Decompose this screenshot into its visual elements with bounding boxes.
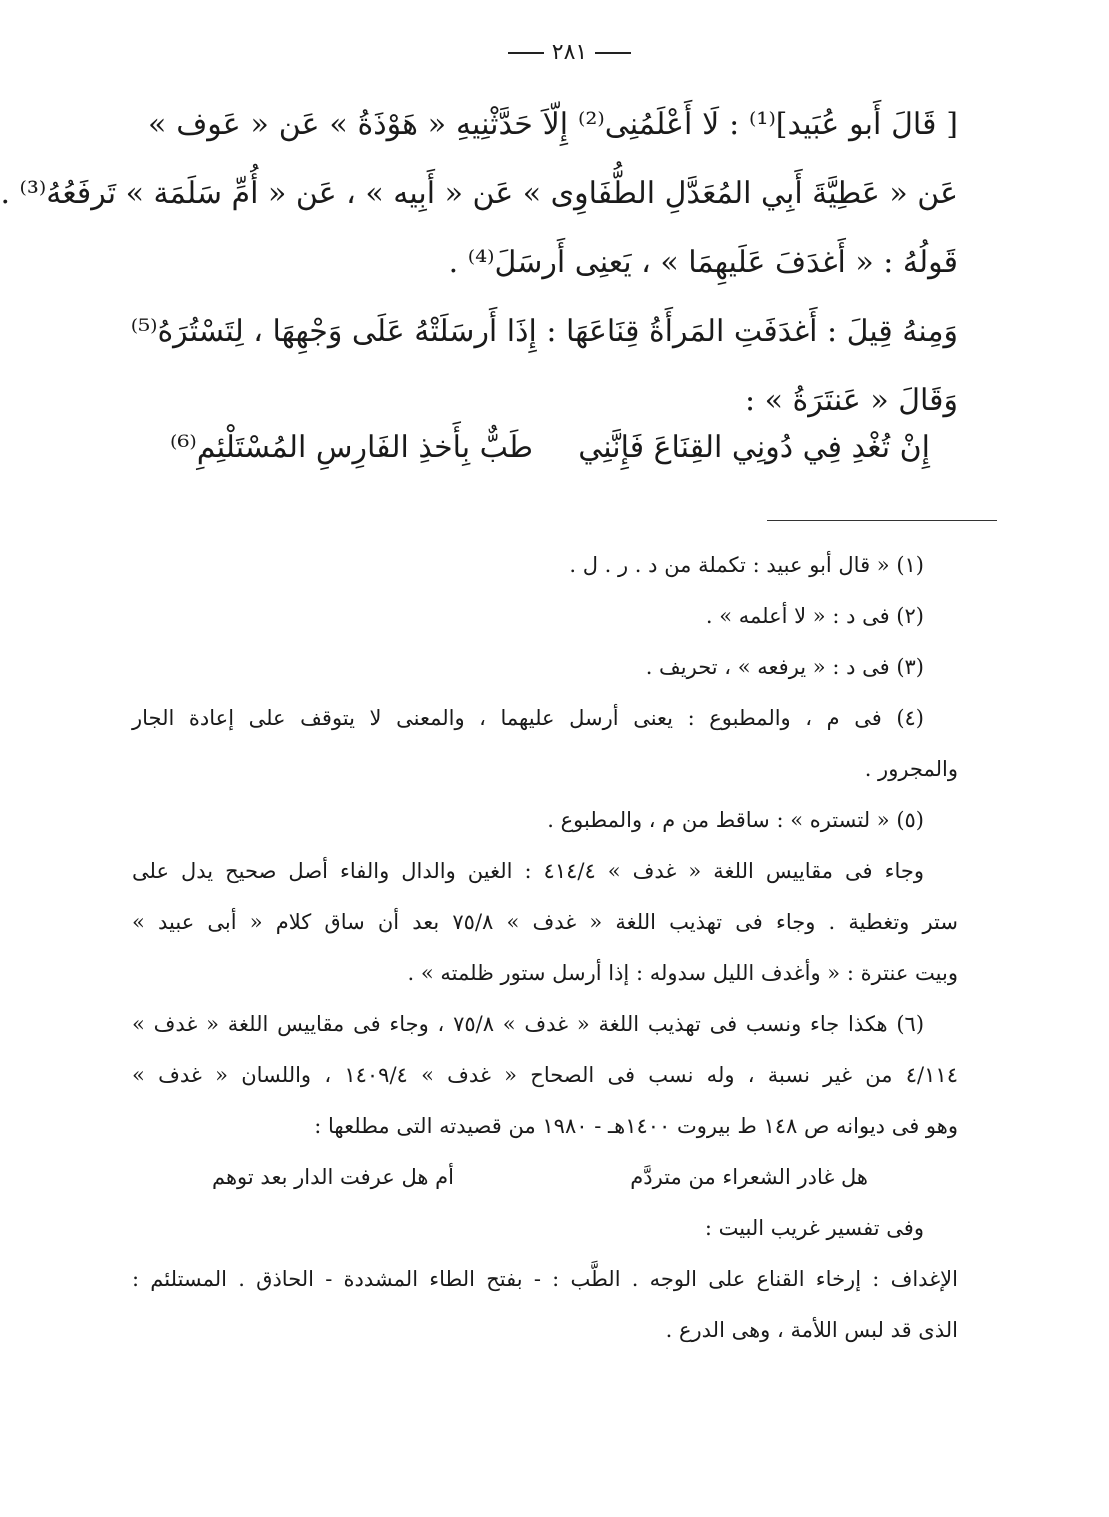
gharib-line-2: الذى قد لبس اللأمة ، وهى الدرع . bbox=[665, 1318, 958, 1342]
main-line-2: عَن « عَطِيَّةَ أَبِي المُعَدَّلِ الطُّفَاوِى » عَن « أَبِيه » ، عَن « أُمِّ سَلَمَة » تَرفَعُهُ⁽³⁾ . bbox=[0, 176, 958, 211]
footnote-4-line-2: والمجرور . bbox=[864, 757, 958, 781]
footnote-4-line-1: (٤) فى م ، والمطبوع : يعنى أرسل عليهما ، والمعنى لا يتوقف على إعادة الجار bbox=[132, 706, 924, 730]
main-line-1: [ قَالَ أَبو عُبَيد]⁽¹⁾ : لَا أَعْلَمُنِى⁽²⁾ إِلّاَ حَدَّثْنِيهِ « هَوْذَةُ » عَن « عَوف » bbox=[148, 107, 958, 142]
main-line-3: قَولُهُ : « أَغدَفَ عَلَيهِمَا » ، يَعنِى أَرسَلَ⁽⁴⁾ . bbox=[448, 245, 958, 280]
verse-second-hemistich: طَبٌّ بِأَخذِ الفَارِسِ المُسْتَلْئِمِ⁽⁶⁾ bbox=[170, 430, 533, 465]
main-text bbox=[0, 90, 958, 435]
footnote-6-line-1: (٦) هكذا جاء ونسب فى تهذيب اللغة « غدف » ٧٥/٨ ، وجاء فى مقاييس اللغة « غدف » bbox=[132, 1012, 925, 1036]
gharib-line-1: الإغداف : إرخاء القناع على الوجه . الطَّب : - بفتح الطاء المشددة - الحاذق . المستلئم : bbox=[132, 1267, 958, 1291]
footnote-paragraph-line-1: وجاء فى مقاييس اللغة « غدف » ٤١٤/٤ : الغين والدال والفاء أصل صحيح يدل على bbox=[132, 859, 925, 883]
gharib-heading: وفى تفسير غريب البيت : bbox=[704, 1216, 924, 1240]
footnote-separator bbox=[767, 520, 997, 521]
poetry-verse bbox=[170, 430, 930, 490]
quoted-verse bbox=[132, 1152, 958, 1203]
footnote-5: (٥) « لتستره » : ساقط من م ، والمطبوع . bbox=[547, 808, 924, 832]
page-number-dash-right bbox=[595, 52, 631, 54]
footnote-1: (١) « قال أبو عبيد : تكملة من د . ر . ل . bbox=[569, 553, 924, 577]
page-number-text: ٢٨١ bbox=[551, 40, 588, 65]
footnote-6-line-3: وهو فى ديوانه ص ١٤٨ ط بيروت ١٤٠٠هـ - ١٩٨٠ من قصيدته التى مطلعها : bbox=[314, 1114, 958, 1138]
footnote-paragraph-line-3: وبيت عنترة : « وأغدف الليل سدوله : إذا أرسل ستور ظلمته » . bbox=[407, 961, 958, 985]
page-number-dash-left bbox=[508, 52, 544, 54]
verse-first-hemistich: إِنْ تُغْدِ فِي دُونِي القِنَاعَ فَإِنَّنِي bbox=[578, 430, 930, 465]
main-line-4: وَمِنهُ قِيلَ : أَغدَفَتِ المَرأَةُ قِنَاعَهَا : إِذَا أَرسَلَتْهُ عَلَى وَجْهِهَا ، لِتَسْتُرَهُ⁽⁵⁾ bbox=[130, 314, 958, 349]
footnote-paragraph-line-2: ستر وتغطية . وجاء فى تهذيب اللغة « غدف » ٧٥/٨ بعد أن ساق كلام « أبى عبيد » bbox=[132, 910, 958, 934]
footnote-2: (٢) فى د : « لا أعلمه » . bbox=[705, 604, 924, 628]
page-number bbox=[30, 40, 1109, 65]
footnotes bbox=[132, 540, 958, 1356]
quoted-verse-second: أم هل عرفت الدار بعد توهم bbox=[212, 1165, 454, 1189]
footnote-6-line-2: ٤/١١٤ من غير نسبة ، وله نسب فى الصحاح « غدف » ١٤٠٩/٤ ، واللسان « غدف » bbox=[132, 1063, 958, 1087]
footnote-3: (٣) فى د : « يرفعه » ، تحريف . bbox=[645, 655, 924, 679]
quoted-verse-first: هل غادر الشعراء من متردَّم bbox=[630, 1165, 868, 1189]
main-line-5: وَقَالَ « عَنتَرَةُ » : bbox=[744, 383, 958, 418]
